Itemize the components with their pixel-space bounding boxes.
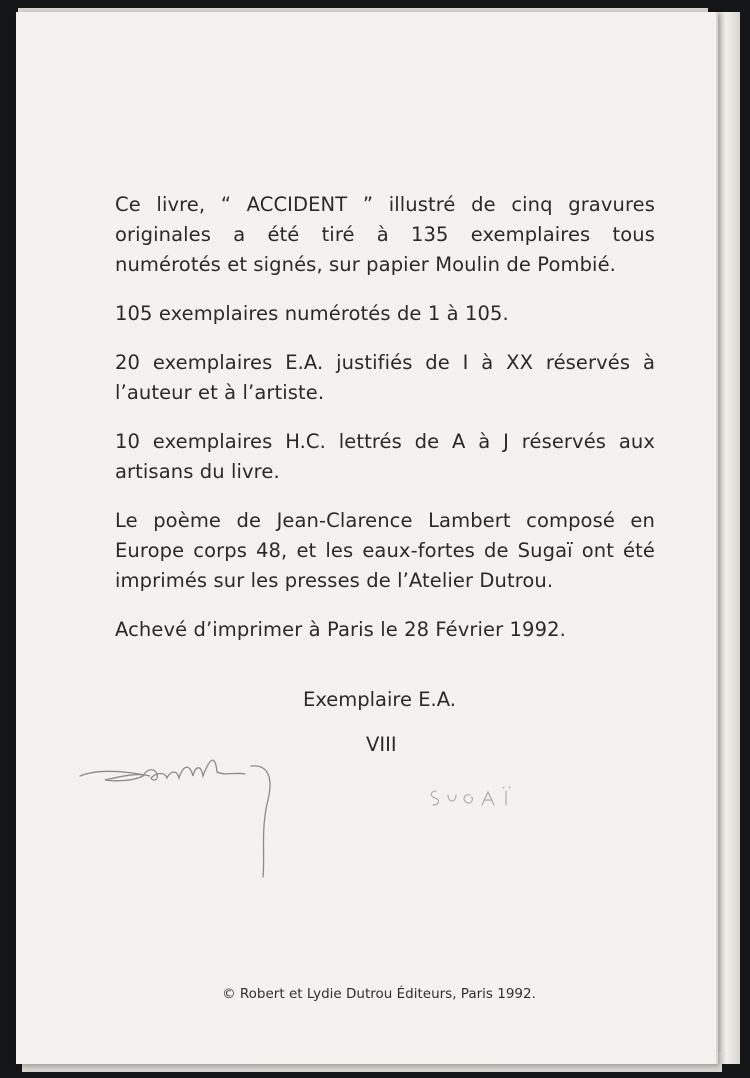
author-signature bbox=[75, 742, 285, 882]
paragraph-hc-copies: 10 exemplaires H.C. lettrés de A à J réservés aux artisans du livre. bbox=[115, 430, 655, 483]
copy-label: Exemplaire E.A. bbox=[303, 688, 456, 711]
paragraph-edition: Ce livre, “ ACCIDENT ” illustré de cinq gravures originales a été tiré à 135 exemplaires tous numérotés et signés, sur papier Moulin de Pombié. bbox=[115, 193, 655, 276]
colophon-text bbox=[115, 190, 655, 664]
paragraph-ea-copies: 20 exemplaires E.A. justifiés de I à XX réservés à l’auteur et à l’artiste. bbox=[115, 351, 655, 404]
copy-number: VIII bbox=[366, 733, 397, 756]
paragraph-completion-date: Achevé d’imprimer à Paris le 28 Février 1992. bbox=[115, 618, 566, 641]
paragraph-printing: Le poème de Jean-Clarence Lambert composé en Europe corps 48, et les eaux-fortes de Sugaï ont été imprimés sur les presses de l’Atelier Dutrou. bbox=[115, 509, 655, 592]
paragraph-numbered-copies: 105 exemplaires numérotés de 1 à 105. bbox=[115, 302, 509, 325]
copyright-notice: © Robert et Lydie Dutrou Éditeurs, Paris 1992. bbox=[222, 986, 536, 1002]
artist-signature bbox=[426, 783, 536, 813]
paper-stack-right-edge bbox=[718, 12, 740, 1064]
